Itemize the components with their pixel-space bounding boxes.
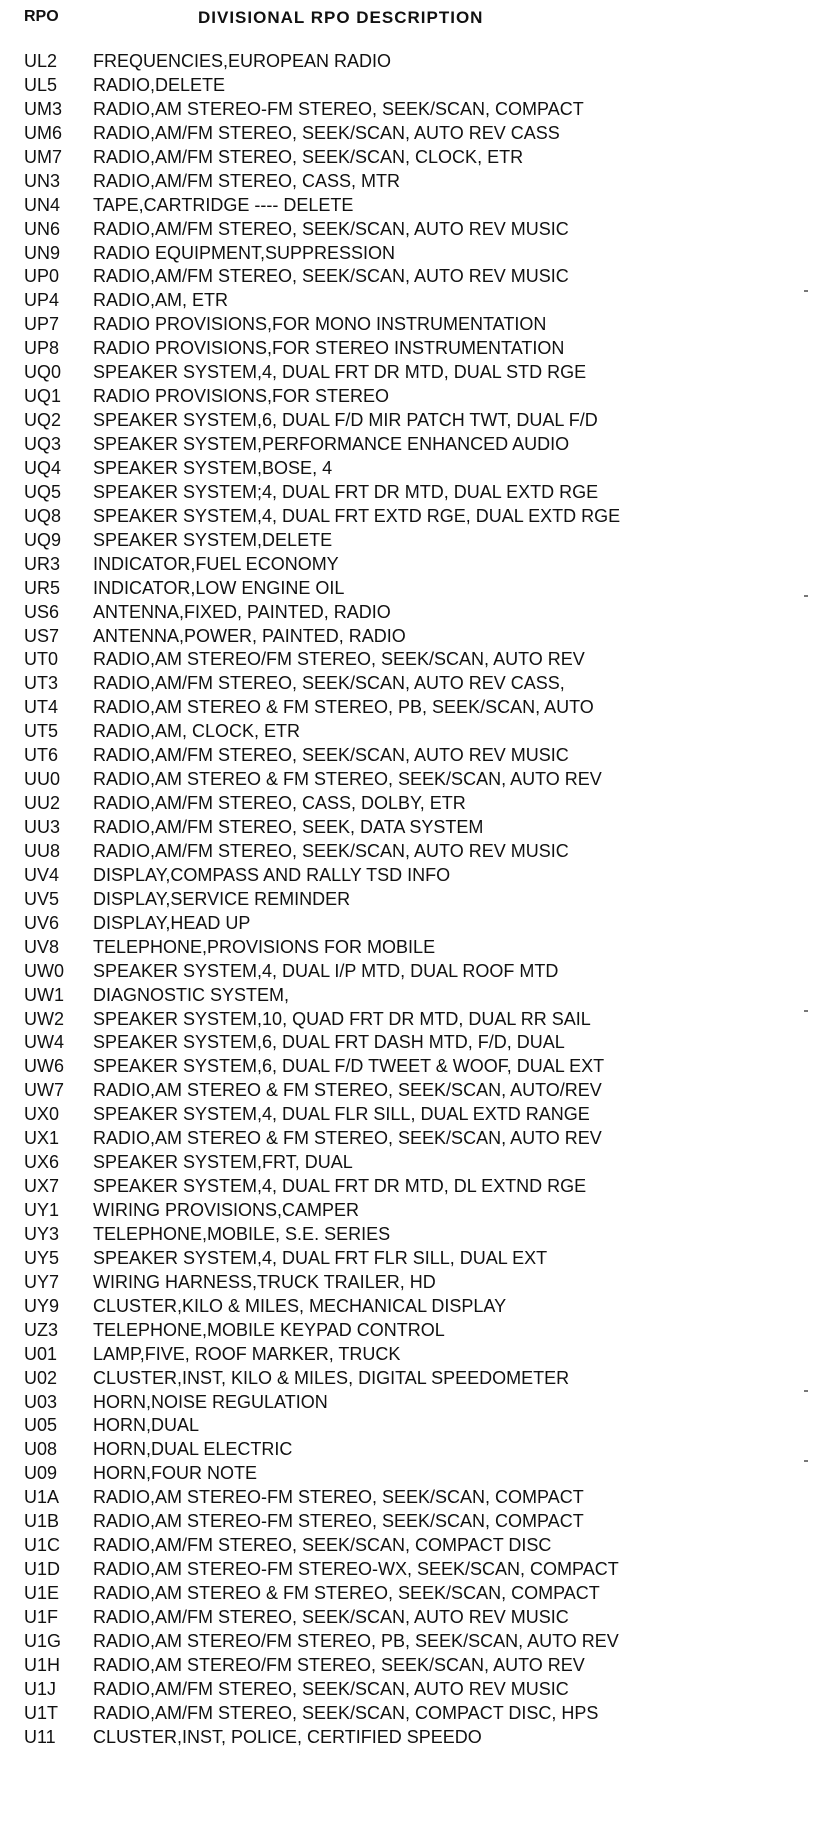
rpo-code: U03 <box>24 1391 58 1412</box>
rpo-code: UW0 <box>24 960 64 981</box>
rpo-description: SPEAKER SYSTEM,FRT, DUAL <box>93 1152 353 1173</box>
table-row <box>0 50 816 74</box>
rpo-description: RADIO,AM/FM STEREO, CASS, DOLBY, ETR <box>93 793 466 814</box>
rpo-description: RADIO,AM STEREO/FM STEREO, SEEK/SCAN, AUTO REV <box>93 649 585 670</box>
rpo-code: US7 <box>24 625 60 646</box>
rpo-code: UT0 <box>24 649 59 670</box>
rpo-description: RADIO,AM/FM STEREO, SEEK/SCAN, AUTO REV CASS <box>93 122 560 143</box>
rpo-code: UT3 <box>24 673 59 694</box>
scan-speck <box>804 1390 808 1392</box>
rpo-code: UX6 <box>24 1152 60 1173</box>
rpo-code: U08 <box>24 1439 58 1460</box>
table-row <box>0 194 816 218</box>
rpo-description: SPEAKER SYSTEM,4, DUAL I/P MTD, DUAL ROOF MTD <box>93 960 559 981</box>
rpo-code: U05 <box>24 1415 58 1436</box>
rpo-description: RADIO,AM/FM STEREO, SEEK/SCAN, AUTO REV MUSIC <box>93 745 569 766</box>
table-row <box>0 74 816 98</box>
rpo-code: UT4 <box>24 697 59 718</box>
rpo-code: UT6 <box>24 745 59 766</box>
rpo-code: U1E <box>24 1583 60 1603</box>
table-row <box>0 457 816 481</box>
rpo-description: RADIO EQUIPMENT,SUPPRESSION <box>93 242 396 263</box>
table-row <box>0 361 816 385</box>
rpo-code: UR3 <box>24 553 61 574</box>
table-row <box>0 1462 816 1486</box>
rpo-code: US6 <box>24 601 60 622</box>
rpo-description: RADIO,AM/FM STEREO, SEEK/SCAN, AUTO REV MUSIC <box>93 1606 569 1627</box>
rpo-description: TELEPHONE,MOBILE KEYPAD CONTROL <box>93 1319 445 1340</box>
rpo-code: U11 <box>24 1726 56 1747</box>
rpo-description: RADIO,AM STEREO/FM STEREO, PB, SEEK/SCAN, AUTO REV <box>93 1630 619 1651</box>
table-row <box>0 864 816 888</box>
rpo-code: UQ4 <box>24 457 62 478</box>
rpo-description: RADIO,AM/FM STEREO, CASS, MTR <box>93 170 401 191</box>
table-row <box>0 744 816 768</box>
rpo-code: UY1 <box>24 1200 60 1220</box>
rpo-code: UW4 <box>24 1032 64 1053</box>
table-row <box>0 1008 816 1032</box>
table-row <box>0 481 816 505</box>
rpo-description: SPEAKER SYSTEM,4, DUAL FRT EXTD RGE, DUAL EXTD RGE <box>93 505 621 526</box>
table-row <box>0 1247 816 1271</box>
rpo-code: UQ8 <box>24 505 62 526</box>
rpo-description: HORN,NOISE REGULATION <box>93 1391 328 1412</box>
rpo-code: UT5 <box>24 721 59 742</box>
rpo-description: RADIO,AM STEREO & FM STEREO, SEEK/SCAN, COMPACT <box>93 1583 600 1603</box>
table-row <box>0 218 816 242</box>
rpo-code: UZ3 <box>24 1319 59 1340</box>
rpo-description: RADIO,AM/FM STEREO, SEEK/SCAN, AUTO REV CASS, <box>93 673 565 694</box>
rpo-description: TELEPHONE,PROVISIONS FOR MOBILE <box>93 936 436 957</box>
rpo-code: UL5 <box>24 74 58 95</box>
scan-speck <box>804 595 808 597</box>
table-row <box>0 1103 816 1127</box>
table-row <box>0 265 816 289</box>
table-row <box>0 672 816 696</box>
rpo-code: UP4 <box>24 290 60 311</box>
rpo-list <box>0 50 816 1750</box>
rpo-code: UX0 <box>24 1104 60 1125</box>
table-row <box>0 505 816 529</box>
rpo-code: UX1 <box>24 1128 60 1149</box>
rpo-description: RADIO,AM/FM STEREO, SEEK/SCAN, CLOCK, ETR <box>93 146 524 167</box>
table-row <box>0 409 816 433</box>
rpo-description: CLUSTER,KILO & MILES, MECHANICAL DISPLAY <box>93 1295 507 1316</box>
rpo-description: RADIO PROVISIONS,FOR MONO INSTRUMENTATION <box>93 314 547 335</box>
table-row <box>0 1031 816 1055</box>
rpo-description: RADIO,AM STEREO-FM STEREO, SEEK/SCAN, COMPACT <box>93 1487 584 1508</box>
table-row <box>0 912 816 936</box>
table-row <box>0 1295 816 1319</box>
rpo-code: UY7 <box>24 1271 60 1292</box>
rpo-code: UU2 <box>24 793 61 814</box>
table-row <box>0 1510 816 1534</box>
rpo-description: ANTENNA,POWER, PAINTED, RADIO <box>93 625 406 646</box>
table-row <box>0 529 816 553</box>
rpo-description: RADIO,AM, ETR <box>93 290 229 311</box>
table-row <box>0 1151 816 1175</box>
table-row <box>0 625 816 649</box>
rpo-code: UV4 <box>24 864 60 885</box>
table-row <box>0 1486 816 1510</box>
rpo-code: UV6 <box>24 912 60 933</box>
table-row <box>0 1055 816 1079</box>
table-row <box>0 337 816 361</box>
rpo-description: HORN,DUAL ELECTRIC <box>93 1439 293 1460</box>
table-row <box>0 1367 816 1391</box>
rpo-description: SPEAKER SYSTEM,DELETE <box>93 529 333 550</box>
scan-speck <box>804 1010 808 1012</box>
table-row <box>0 792 816 816</box>
rpo-description: SPEAKER SYSTEM,PERFORMANCE ENHANCED AUDIO <box>93 434 570 454</box>
rpo-description: FREQUENCIES,EUROPEAN RADIO <box>93 51 392 71</box>
table-row <box>0 1438 816 1462</box>
rpo-code: U1B <box>24 1511 60 1532</box>
table-row <box>0 1414 816 1438</box>
table-row <box>0 1343 816 1367</box>
rpo-code: UM7 <box>24 146 63 167</box>
table-row <box>0 1319 816 1343</box>
rpo-code: UN9 <box>24 242 61 263</box>
table-row <box>0 1726 816 1750</box>
table-row <box>0 1654 816 1678</box>
rpo-code: U1D <box>24 1559 61 1580</box>
table-row <box>0 1558 816 1582</box>
rpo-description: SPEAKER SYSTEM;4, DUAL FRT DR MTD, DUAL EXTD RGE <box>93 481 599 502</box>
rpo-code: UP8 <box>24 338 60 359</box>
rpo-description: WIRING HARNESS,TRUCK TRAILER, HD <box>93 1271 436 1292</box>
rpo-description: LAMP,FIVE, ROOF MARKER, TRUCK <box>93 1343 401 1364</box>
rpo-description: WIRING PROVISIONS,CAMPER <box>93 1200 360 1220</box>
rpo-code: UW6 <box>24 1056 64 1077</box>
rpo-description: INDICATOR,FUEL ECONOMY <box>93 553 339 574</box>
table-row <box>0 648 816 672</box>
rpo-column-header: RPO <box>24 8 59 25</box>
rpo-code: UP0 <box>24 266 60 287</box>
table-row <box>0 385 816 409</box>
rpo-description: RADIO,DELETE <box>93 74 226 95</box>
rpo-description: RADIO,AM STEREO & FM STEREO, SEEK/SCAN, AUTO/REV <box>93 1080 602 1101</box>
rpo-description: RADIO,AM STEREO & FM STEREO, SEEK/SCAN, AUTO REV <box>93 769 602 790</box>
rpo-description: RADIO,AM, CLOCK, ETR <box>93 721 301 742</box>
table-header <box>0 4 816 28</box>
rpo-description: SPEAKER SYSTEM,4, DUAL FRT DR MTD, DUAL STD RGE <box>93 362 587 383</box>
table-row <box>0 1199 816 1223</box>
description-column-header: DIVISIONAL RPO DESCRIPTION <box>198 8 484 27</box>
rpo-code: UY3 <box>24 1223 60 1244</box>
table-row <box>0 242 816 266</box>
rpo-description: RADIO,AM STEREO-FM STEREO, SEEK/SCAN, COMPACT <box>93 1511 584 1532</box>
table-row <box>0 122 816 146</box>
table-row <box>0 960 816 984</box>
rpo-description: SPEAKER SYSTEM,4, DUAL FLR SILL, DUAL EXTD RANGE <box>93 1104 590 1125</box>
rpo-description: RADIO,AM STEREO-FM STEREO-WX, SEEK/SCAN, COMPACT <box>93 1559 619 1580</box>
rpo-description: SPEAKER SYSTEM,6, DUAL FRT DASH MTD, F/D, DUAL <box>93 1032 565 1053</box>
table-row <box>0 816 816 840</box>
rpo-description: RADIO,AM/FM STEREO, SEEK/SCAN, AUTO REV MUSIC <box>93 1678 569 1699</box>
rpo-description: SPEAKER SYSTEM,4, DUAL FRT DR MTD, DL EXTND RGE <box>93 1176 587 1197</box>
rpo-code: UW2 <box>24 1008 64 1029</box>
table-row <box>0 1271 816 1295</box>
rpo-code: UQ1 <box>24 386 62 407</box>
rpo-code: U1J <box>24 1678 57 1699</box>
rpo-description: HORN,DUAL <box>93 1415 200 1436</box>
table-row <box>0 1606 816 1630</box>
scan-speck <box>804 1460 808 1462</box>
rpo-code: UW1 <box>24 984 64 1005</box>
rpo-code: U02 <box>24 1367 58 1388</box>
rpo-code: UU3 <box>24 817 61 837</box>
rpo-description: INDICATOR,LOW ENGINE OIL <box>93 577 345 598</box>
rpo-description: RADIO,AM/FM STEREO, SEEK/SCAN, AUTO REV MUSIC <box>93 218 569 239</box>
rpo-code: U1G <box>24 1630 62 1651</box>
table-row <box>0 720 816 744</box>
rpo-code: UY5 <box>24 1247 60 1268</box>
rpo-description: DISPLAY,COMPASS AND RALLY TSD INFO <box>93 864 451 885</box>
table-row <box>0 1175 816 1199</box>
rpo-description: DISPLAY,SERVICE REMINDER <box>93 888 351 909</box>
table-row <box>0 696 816 720</box>
table-row <box>0 840 816 864</box>
rpo-code: UL2 <box>24 51 58 71</box>
table-row <box>0 146 816 170</box>
rpo-code: U1C <box>24 1535 61 1556</box>
rpo-code: UQ0 <box>24 362 62 383</box>
rpo-description: TELEPHONE,MOBILE, S.E. SERIES <box>93 1223 391 1244</box>
rpo-code: UY9 <box>24 1295 60 1316</box>
table-row <box>0 170 816 194</box>
rpo-description: RADIO PROVISIONS,FOR STEREO INSTRUMENTATION <box>93 338 565 359</box>
rpo-code: UX7 <box>24 1176 60 1197</box>
rpo-code: UR5 <box>24 577 61 598</box>
rpo-description: RADIO,AM STEREO-FM STEREO, SEEK/SCAN, COMPACT <box>93 98 584 119</box>
rpo-description: DISPLAY,HEAD UP <box>93 912 251 933</box>
table-row <box>0 1223 816 1247</box>
table-row <box>0 313 816 337</box>
rpo-description: RADIO,AM/FM STEREO, SEEK/SCAN, COMPACT DISC, HPS <box>93 1702 599 1723</box>
rpo-description: RADIO,AM/FM STEREO, SEEK/SCAN, AUTO REV MUSIC <box>93 266 569 287</box>
rpo-code: UN3 <box>24 170 61 191</box>
rpo-code: U1H <box>24 1654 61 1675</box>
table-row <box>0 433 816 457</box>
rpo-description: CLUSTER,INST, POLICE, CERTIFIED SPEEDO <box>93 1726 482 1747</box>
rpo-code: UU0 <box>24 769 61 790</box>
rpo-description: DIAGNOSTIC SYSTEM, <box>93 984 290 1005</box>
table-row <box>0 289 816 313</box>
rpo-description: SPEAKER SYSTEM,4, DUAL FRT FLR SILL, DUAL EXT <box>93 1247 548 1268</box>
rpo-code: UM6 <box>24 122 63 143</box>
rpo-code: UQ5 <box>24 481 62 502</box>
rpo-code: UN4 <box>24 194 61 215</box>
rpo-description: SPEAKER SYSTEM,6, DUAL F/D TWEET & WOOF, DUAL EXT <box>93 1056 605 1077</box>
table-row <box>0 1391 816 1415</box>
table-row <box>0 601 816 625</box>
table-row <box>0 1127 816 1151</box>
rpo-code: UW7 <box>24 1080 64 1101</box>
table-row <box>0 1582 816 1606</box>
rpo-code: UQ9 <box>24 529 62 550</box>
rpo-description: TAPE,CARTRIDGE ---- DELETE <box>93 194 354 215</box>
rpo-description: RADIO,AM STEREO/FM STEREO, SEEK/SCAN, AUTO REV <box>93 1654 585 1675</box>
rpo-code: UV8 <box>24 936 60 957</box>
scan-speck <box>804 290 808 292</box>
rpo-description: RADIO,AM/FM STEREO, SEEK/SCAN, COMPACT DISC <box>93 1535 552 1556</box>
rpo-description: SPEAKER SYSTEM,6, DUAL F/D MIR PATCH TWT, DUAL F/D <box>93 410 598 431</box>
table-row <box>0 984 816 1008</box>
rpo-code: UU8 <box>24 840 61 861</box>
table-row <box>0 1702 816 1726</box>
table-row <box>0 1630 816 1654</box>
table-row <box>0 577 816 601</box>
table-row <box>0 888 816 912</box>
rpo-description: ANTENNA,FIXED, PAINTED, RADIO <box>93 601 391 622</box>
rpo-code: UV5 <box>24 888 60 909</box>
table-row <box>0 1534 816 1558</box>
table-row <box>0 936 816 960</box>
rpo-code: U1T <box>24 1702 59 1723</box>
rpo-code: U1A <box>24 1487 60 1508</box>
rpo-description: RADIO,AM STEREO & FM STEREO, SEEK/SCAN, AUTO REV <box>93 1128 602 1149</box>
rpo-description: RADIO PROVISIONS,FOR STEREO <box>93 386 390 407</box>
rpo-description: HORN,FOUR NOTE <box>93 1463 257 1484</box>
table-row <box>0 98 816 122</box>
rpo-code: UM3 <box>24 98 63 119</box>
rpo-code: UQ3 <box>24 434 62 454</box>
rpo-description: CLUSTER,INST, KILO & MILES, DIGITAL SPEEDOMETER <box>93 1367 570 1388</box>
rpo-description: RADIO,AM STEREO & FM STEREO, PB, SEEK/SCAN, AUTO <box>93 697 594 718</box>
rpo-code: U1F <box>24 1606 59 1627</box>
table-row <box>0 1079 816 1103</box>
table-row <box>0 1678 816 1702</box>
rpo-code: UN6 <box>24 218 61 239</box>
rpo-code: UP7 <box>24 314 60 335</box>
rpo-code: U01 <box>24 1343 58 1364</box>
rpo-code: UQ2 <box>24 410 62 431</box>
rpo-description: SPEAKER SYSTEM,BOSE, 4 <box>93 457 333 478</box>
rpo-description: RADIO,AM/FM STEREO, SEEK, DATA SYSTEM <box>93 817 484 837</box>
rpo-description: RADIO,AM/FM STEREO, SEEK/SCAN, AUTO REV MUSIC <box>93 840 569 861</box>
table-row <box>0 768 816 792</box>
rpo-description: SPEAKER SYSTEM,10, QUAD FRT DR MTD, DUAL RR SAIL <box>93 1008 591 1029</box>
rpo-code: U09 <box>24 1463 58 1484</box>
table-row <box>0 553 816 577</box>
